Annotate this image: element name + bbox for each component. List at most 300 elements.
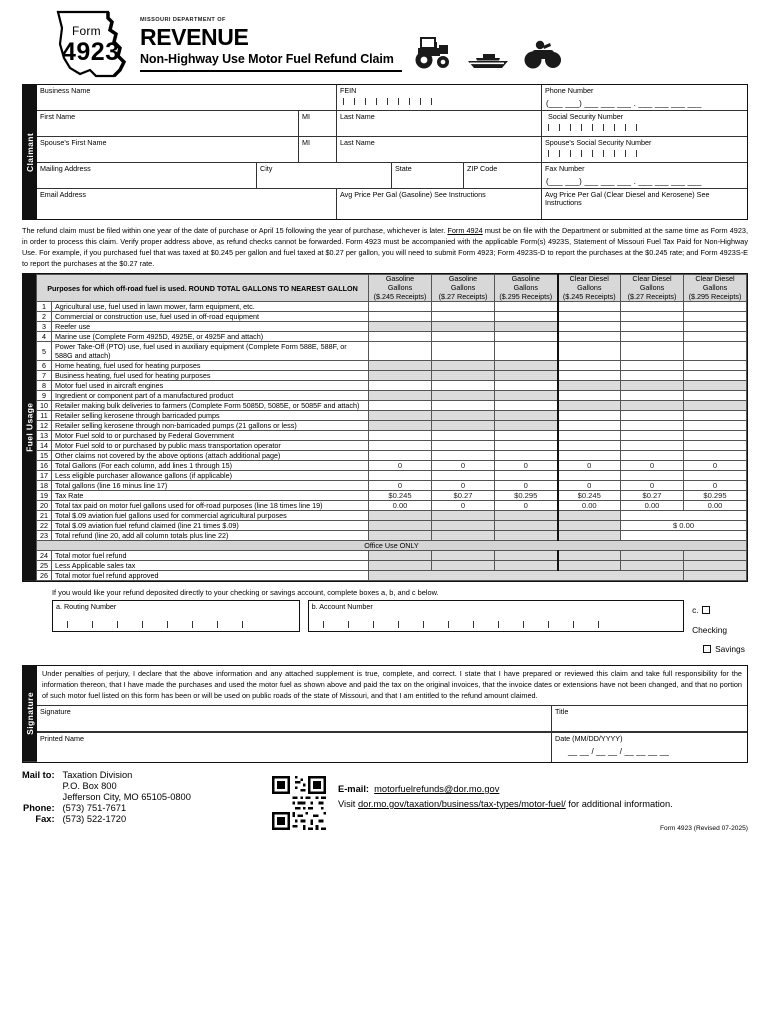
fein-input[interactable]: [337, 98, 541, 105]
row-13-cell-6[interactable]: [684, 431, 747, 441]
signature-section-label: Signature: [23, 666, 37, 762]
row-22-number: 22: [37, 521, 52, 531]
header-icons: [412, 36, 562, 70]
row-number: 2: [37, 312, 52, 322]
c-label: c.: [692, 605, 699, 616]
row-26-description: Total motor fuel refund approved: [52, 571, 369, 581]
mail-line-3: Jefferson City, MO 65105-0800: [62, 792, 191, 803]
column-header-gasoline-245: Gasoline Gallons ($.245 Receipts): [369, 275, 432, 302]
row-7-cell-1: [369, 371, 432, 381]
form-subtitle: Non-Highway Use Motor Fuel Refund Claim: [140, 52, 394, 66]
row-7-cell-6[interactable]: [684, 371, 747, 381]
row-21-number: 21: [37, 511, 52, 521]
routing-number-box[interactable]: [52, 600, 300, 632]
fuel-totals-section: [37, 511, 747, 581]
claimant-section: [22, 84, 748, 220]
row-10-cell-3[interactable]: [495, 401, 558, 411]
printed-name-label: Printed Name: [40, 733, 84, 743]
fuel-usage-table: [36, 274, 747, 581]
row-11-cell-3: [495, 411, 558, 421]
row-25-cell-4: [558, 561, 621, 571]
tractor-icon: [412, 36, 452, 70]
account-type-options: [692, 600, 748, 659]
phone-value: (573) 751-7671: [62, 803, 127, 814]
row-number: 7: [37, 371, 52, 381]
row-3-cell-1: [369, 322, 432, 332]
website-link[interactable]: dor.mo.gov/taxation/business/tax-types/motor-fuel/: [357, 798, 566, 809]
row-23-cell-1: [369, 531, 432, 541]
office-use-label: Office Use ONLY: [37, 541, 747, 551]
department-name: MISSOURI DEPARTMENT OF: [140, 17, 226, 23]
row-15-cell-3[interactable]: [495, 451, 558, 461]
row-5-cell-4[interactable]: [558, 342, 621, 361]
row-16-cell-4[interactable]: 0: [558, 461, 621, 471]
row-1-cell-2[interactable]: [432, 302, 495, 312]
row-21-cell-1: [369, 511, 432, 521]
row-description: Motor Fuel sold to or purchased by public mass transportation operator: [52, 441, 369, 451]
row-1-cell-4[interactable]: [558, 302, 621, 312]
state-label: State: [395, 163, 412, 173]
instructions-paragraph: [22, 225, 748, 269]
spouse-last-name-label: Last Name: [340, 137, 375, 147]
row-2-cell-4[interactable]: [558, 312, 621, 322]
column-header-diesel-245: Clear Diesel Gallons ($.245 Receipts): [558, 275, 621, 302]
row-3-cell-4[interactable]: [558, 322, 621, 332]
row-20-cell-5[interactable]: 0.00: [621, 501, 684, 511]
row-11-cell-4[interactable]: [558, 411, 621, 421]
row-20-cell-6[interactable]: 0.00: [684, 501, 747, 511]
column-header-gasoline-27: Gasoline Gallons ($.27 Receipts): [432, 275, 495, 302]
row-24-cell-1: [369, 551, 432, 561]
row-15-cell-6[interactable]: [684, 451, 747, 461]
row-5-cell-5[interactable]: [621, 342, 684, 361]
table-row: [37, 441, 747, 451]
row-17-cell-6[interactable]: [684, 471, 747, 481]
row-19-cell-5[interactable]: $0.27: [621, 491, 684, 501]
row-13-cell-2[interactable]: [432, 431, 495, 441]
row-7-cell-5[interactable]: [621, 371, 684, 381]
row-description: Power Take-Off (PTO) use, fuel used in auxiliary equipment (Complete Form 588E, 588F, or 588G and attach): [52, 342, 369, 361]
row-25-cell-1: [369, 561, 432, 571]
row-number: 20: [37, 501, 52, 511]
table-row: [37, 461, 747, 471]
row-8-cell-6: [684, 381, 747, 391]
checking-checkbox[interactable]: [702, 606, 710, 614]
row-13-cell-1[interactable]: [369, 431, 432, 441]
row-3-cell-5[interactable]: [621, 322, 684, 332]
row-15-cell-2[interactable]: [432, 451, 495, 461]
table-row-26: [37, 571, 747, 581]
routing-number-label: a. Routing Number: [56, 601, 117, 611]
row-4-cell-2[interactable]: [432, 332, 495, 342]
row-10-cell-1[interactable]: [369, 401, 432, 411]
row-26-cell-6: [684, 571, 747, 581]
row-2-cell-1[interactable]: [369, 312, 432, 322]
row-23-cell-4: [558, 531, 621, 541]
row-number: 13: [37, 431, 52, 441]
row-8-cell-2[interactable]: [432, 381, 495, 391]
table-row: [37, 391, 747, 401]
intro-part-1: The refund claim must be filed within one year of the date of purchase or April 15 following the year of purchase, whichever is later.: [22, 226, 448, 235]
row-21-cell-2: [432, 511, 495, 521]
row-18-cell-4[interactable]: 0: [558, 481, 621, 491]
row-24-cell-6: [684, 551, 747, 561]
row-21-value[interactable]: [621, 511, 747, 521]
row-number: 8: [37, 381, 52, 391]
zip-code-label: ZIP Code: [467, 163, 498, 173]
table-row-25: [37, 561, 747, 571]
avg-price-gasoline-label: Avg Price Per Gal (Gasoline) See Instructions: [340, 189, 486, 199]
mail-line-2: P.O. Box 800: [62, 781, 117, 792]
row-7-cell-2: [432, 371, 495, 381]
table-row-23: [37, 531, 747, 541]
row-25-cell-6: [684, 561, 747, 571]
form-header: [22, 0, 748, 84]
row-number: 1: [37, 302, 52, 312]
row-25-cell-3: [495, 561, 558, 571]
table-row-24: [37, 551, 747, 561]
atv-icon: [524, 40, 562, 70]
account-number-box[interactable]: [308, 600, 684, 632]
date-label: Date (MM/DD/YYYY): [555, 733, 623, 743]
fax-value: (573) 522-1720: [62, 814, 127, 825]
row-25-cell-5: [621, 561, 684, 571]
boat-icon: [466, 48, 510, 70]
row-22-value[interactable]: $ 0.00: [621, 521, 747, 531]
table-row: [37, 421, 747, 431]
row-10-cell-4: [558, 401, 621, 411]
row-number: 5: [37, 342, 52, 361]
row-10-cell-5: [621, 401, 684, 411]
row-5-cell-2[interactable]: [432, 342, 495, 361]
row-2-cell-6[interactable]: [684, 312, 747, 322]
row-19-cell-2[interactable]: $0.27: [432, 491, 495, 501]
row-21-description: Total $.09 aviation fuel gallons used for commercial agricultural purposes: [52, 511, 369, 521]
row-number: 15: [37, 451, 52, 461]
row-12-cell-3: [495, 421, 558, 431]
visit-suffix: for additional information.: [565, 798, 673, 809]
spouse-mi-label: MI: [302, 137, 310, 147]
phone-number-input[interactable]: (___ ___) ___ ___ ___ . ___ ___ ___ ___: [546, 98, 702, 108]
row-2-cell-3[interactable]: [495, 312, 558, 322]
row-5-cell-3[interactable]: [495, 342, 558, 361]
row-1-cell-6[interactable]: [684, 302, 747, 312]
savings-checkbox[interactable]: [703, 645, 711, 653]
row-14-cell-3[interactable]: [495, 441, 558, 451]
row-5-cell-6[interactable]: [684, 342, 747, 361]
business-name-label: Business Name: [40, 85, 91, 95]
row-17-cell-3[interactable]: [495, 471, 558, 481]
savings-option[interactable]: [692, 640, 748, 659]
row-12-cell-4[interactable]: [558, 421, 621, 431]
row-21-cell-4: [558, 511, 621, 521]
row-11-cell-5[interactable]: [621, 411, 684, 421]
row-description: Commercial or construction use, fuel used in off-road equipment: [52, 312, 369, 322]
fuel-usage-section-label: Fuel Usage: [23, 274, 36, 581]
form-word-label: Form: [72, 24, 101, 38]
row-15-cell-5[interactable]: [621, 451, 684, 461]
row-26-number: 26: [37, 571, 52, 581]
fax-number-input[interactable]: (___ ___) ___ ___ ___ . ___ ___ ___ ___: [546, 176, 702, 186]
savings-label: Savings: [715, 643, 745, 654]
row-number: 11: [37, 411, 52, 421]
row-4-cell-6[interactable]: [684, 332, 747, 342]
mailing-info: [22, 770, 272, 834]
row-6-cell-5[interactable]: [621, 361, 684, 371]
row-12-cell-1: [369, 421, 432, 431]
row-13-cell-4[interactable]: [558, 431, 621, 441]
fuel-usage-section: [22, 273, 748, 582]
row-11-cell-6[interactable]: [684, 411, 747, 421]
column-header-gasoline-295: Gasoline Gallons ($.295 Receipts): [495, 275, 558, 302]
row-number: 18: [37, 481, 52, 491]
row-19-cell-6[interactable]: $0.295: [684, 491, 747, 501]
row-12-cell-5[interactable]: [621, 421, 684, 431]
table-row: [37, 371, 747, 381]
row-9-cell-6[interactable]: [684, 391, 747, 401]
row-24-cell-3: [495, 551, 558, 561]
intro-part-2: must be on file with the Department or submitted at the same time as Form 4923, in order to process this claim. Verify proper address above, as refund checks cannot be forwarded. Form 4923 must be accompanied with the applicable Form(s) 4923S, Statement of Missouri Fuel Tax Paid for Non-Highway Use. For example, if you purchased fuel that was taxed at $0.245 per gallon and fuel taxed at $0.27 per gallon, you will need to submit Form 4923; Form 4923S-D to report the purchases at the $0.245 rate; and Form 4923S-E to report the purchases at the $0.27 rate.: [22, 226, 749, 269]
table-row: [37, 411, 747, 421]
phone-label: Phone:: [23, 803, 55, 814]
row-23-value[interactable]: [621, 531, 747, 541]
mail-to-label: Mail to:: [22, 770, 55, 781]
row-23-cell-3: [495, 531, 558, 541]
row-description: Retailer selling kerosene through barricaded pumps: [52, 411, 369, 421]
table-row: [37, 471, 747, 481]
row-description: Business heating, fuel used for heating purposes: [52, 371, 369, 381]
row-4-cell-4[interactable]: [558, 332, 621, 342]
row-14-cell-2[interactable]: [432, 441, 495, 451]
row-description: Ingredient or component part of a manufactured product: [52, 391, 369, 401]
row-5-cell-1[interactable]: [369, 342, 432, 361]
direct-deposit-note: If you would like your refund deposited directly to your checking or savings account, complete boxes a, b, and c below.: [52, 588, 439, 598]
row-10-cell-6: [684, 401, 747, 411]
table-row: [37, 381, 747, 391]
routing-number-input[interactable]: [53, 621, 299, 628]
row-description: Motor fuel used in aircraft engines: [52, 381, 369, 391]
row-4-cell-3[interactable]: [495, 332, 558, 342]
row-8-cell-1[interactable]: [369, 381, 432, 391]
table-row: [37, 361, 747, 371]
table-row: [37, 302, 747, 312]
row-description: Total tax paid on motor fuel gallons used for off-road purposes (line 18 times line 19): [52, 501, 369, 511]
row-25-number: 25: [37, 561, 52, 571]
row-13-cell-5[interactable]: [621, 431, 684, 441]
qr-code[interactable]: [272, 776, 326, 830]
table-row: [37, 322, 747, 332]
row-15-cell-4[interactable]: [558, 451, 621, 461]
fax-number-label: Fax Number: [545, 163, 585, 173]
row-3-cell-2: [432, 322, 495, 332]
table-header-row: [37, 275, 747, 302]
table-row: [37, 451, 747, 461]
column-header-diesel-27: Clear Diesel Gallons ($.27 Receipts): [621, 275, 684, 302]
row-25-description: Less Applicable sales tax: [52, 561, 369, 571]
row-description: Marine use (Complete Form 4925D, 4925E, or 4925F and attach): [52, 332, 369, 342]
table-row: [37, 401, 747, 411]
signature-section: [22, 665, 748, 763]
header-rule: [140, 70, 402, 72]
form-number: 4923: [62, 38, 120, 66]
row-description: Agricultural use, fuel used in lawn mower, farm equipment, etc.: [52, 302, 369, 312]
row-22-cell-3: [495, 521, 558, 531]
row-12-cell-6[interactable]: [684, 421, 747, 431]
row-23-number: 23: [37, 531, 52, 541]
email-label: E-mail:: [338, 784, 369, 795]
row-2-cell-5[interactable]: [621, 312, 684, 322]
row-22-description: Total $.09 aviation fuel refund claimed (line 21 times $.09): [52, 521, 369, 531]
row-13-cell-3[interactable]: [495, 431, 558, 441]
row-number: 10: [37, 401, 52, 411]
last-name-label: Last Name: [340, 111, 375, 121]
revenue-logo-text: REVENUE: [140, 24, 249, 50]
row-24-description: Total motor fuel refund: [52, 551, 369, 561]
row-22-cell-1: [369, 521, 432, 531]
row-23-cell-2: [432, 531, 495, 541]
row-1-cell-1[interactable]: [369, 302, 432, 312]
fax-label: Fax:: [35, 814, 55, 825]
row-description: Other claims not covered by the above options (attach additional page): [52, 451, 369, 461]
checking-option[interactable]: [692, 601, 748, 640]
row-16-cell-2[interactable]: 0: [432, 461, 495, 471]
row-4-cell-1[interactable]: [369, 332, 432, 342]
spouse-first-name-label: Spouse's First Name: [40, 137, 107, 147]
row-24-cell-2: [432, 551, 495, 561]
perjury-statement: Under penalties of perjury, I declare that the above information and any attached supplement is true, complete, and correct. I state that I have prepared or reviewed this claim and take full responsibility for the information thereon, that I have made the purchases and used the motor fuel as shown above and paid the tax on the original invoices, that the invoice dates or extensions have not been changed, and that no portion of such motor fuel listed on this form has been or will be used on public roads of the state of Missouri, and that I am entitled to the refund amount claimed.: [37, 666, 747, 706]
row-14-cell-1[interactable]: [369, 441, 432, 451]
row-17-cell-2[interactable]: [432, 471, 495, 481]
row-16-cell-3[interactable]: 0: [495, 461, 558, 471]
email-row: [338, 782, 748, 797]
row-18-cell-6[interactable]: 0: [684, 481, 747, 491]
row-17-cell-1[interactable]: [369, 471, 432, 481]
row-20-cell-3[interactable]: 0: [495, 501, 558, 511]
purposes-header: Purposes for which off-road fuel is used. ROUND TOTAL GALLONS TO NEAREST GALLON: [37, 275, 369, 302]
row-24-cell-4: [558, 551, 621, 561]
signature-label: Signature: [40, 706, 71, 716]
row-23-description: Total refund (line 20, add all column totals plus line 22): [52, 531, 369, 541]
table-row: [37, 342, 747, 361]
row-18-cell-3[interactable]: 0: [495, 481, 558, 491]
row-19-cell-4[interactable]: $0.245: [558, 491, 621, 501]
row-number: 6: [37, 361, 52, 371]
row-description: Reefer use: [52, 322, 369, 332]
row-9-cell-5[interactable]: [621, 391, 684, 401]
spouse-ssn-input[interactable]: [542, 150, 747, 157]
row-18-cell-5[interactable]: 0: [621, 481, 684, 491]
table-row: [37, 312, 747, 322]
visit-prefix: Visit: [338, 798, 358, 809]
row-6-cell-4[interactable]: [558, 361, 621, 371]
row-1-cell-3[interactable]: [495, 302, 558, 312]
row-16-cell-6[interactable]: 0: [684, 461, 747, 471]
row-22-cell-4: [558, 521, 621, 531]
row-description: Motor Fuel sold to or purchased by Federal Government: [52, 431, 369, 441]
row-11-cell-1: [369, 411, 432, 421]
row-6-cell-1: [369, 361, 432, 371]
mi-label: MI: [302, 111, 310, 121]
city-label: City: [260, 163, 273, 173]
table-row-21: [37, 511, 747, 521]
row-3-cell-6[interactable]: [684, 322, 747, 332]
row-6-cell-6[interactable]: [684, 361, 747, 371]
row-number: 4: [37, 332, 52, 342]
row-description: Tax Rate: [52, 491, 369, 501]
row-6-cell-2: [432, 361, 495, 371]
fein-label: FEIN: [340, 85, 357, 95]
row-14-cell-5[interactable]: [621, 441, 684, 451]
row-14-cell-4[interactable]: [558, 441, 621, 451]
visit-row: [338, 797, 748, 812]
column-header-diesel-295: Clear Diesel Gallons ($.295 Receipts): [684, 275, 747, 302]
mailing-address-label: Mailing Address: [40, 163, 91, 173]
ssn-input[interactable]: [542, 124, 747, 131]
row-2-cell-2[interactable]: [432, 312, 495, 322]
row-description: Total Gallons (For each column, add lines 1 through 15): [52, 461, 369, 471]
row-10-cell-2[interactable]: [432, 401, 495, 411]
row-16-cell-1[interactable]: 0: [369, 461, 432, 471]
row-18-cell-2[interactable]: 0: [432, 481, 495, 491]
row-17-cell-4[interactable]: [558, 471, 621, 481]
row-number: 14: [37, 441, 52, 451]
row-20-cell-1[interactable]: 0.00: [369, 501, 432, 511]
row-1-cell-5[interactable]: [621, 302, 684, 312]
row-7-cell-4[interactable]: [558, 371, 621, 381]
row-20-cell-4[interactable]: 0.00: [558, 501, 621, 511]
form-4924-link[interactable]: Form 4924: [447, 226, 483, 235]
date-input[interactable]: __ __ / __ __ / __ __ __ __: [568, 746, 670, 756]
row-16-cell-5[interactable]: 0: [621, 461, 684, 471]
row-7-cell-3: [495, 371, 558, 381]
row-21-cell-3: [495, 511, 558, 521]
row-description: Retailer selling kerosene through non-barricaded pumps (21 gallons or less): [52, 421, 369, 431]
row-17-cell-5[interactable]: [621, 471, 684, 481]
account-number-input[interactable]: [309, 621, 683, 628]
row-25-cell-2: [432, 561, 495, 571]
table-row: [37, 491, 747, 501]
row-24-number: 24: [37, 551, 52, 561]
email-address-label: Email Address: [40, 189, 86, 199]
row-4-cell-5[interactable]: [621, 332, 684, 342]
row-24-cell-5: [621, 551, 684, 561]
table-row: [37, 332, 747, 342]
table-row: [37, 501, 747, 511]
table-row-22: [37, 521, 747, 531]
avg-price-diesel-label: Avg Price Per Gal (Clear Diesel and Kerosene) See Instructions: [545, 189, 710, 207]
row-18-cell-1[interactable]: 0: [369, 481, 432, 491]
phone-number-label: Phone Number: [545, 85, 594, 95]
row-14-cell-6[interactable]: [684, 441, 747, 451]
direct-deposit-row: [52, 600, 748, 659]
row-8-cell-5: [621, 381, 684, 391]
spouse-ssn-label: Spouse's Social Security Number: [545, 137, 652, 147]
row-number: 3: [37, 322, 52, 332]
row-9-cell-1: [369, 391, 432, 401]
row-8-cell-3[interactable]: [495, 381, 558, 391]
row-6-cell-3: [495, 361, 558, 371]
row-description: Home heating, fuel used for heating purposes: [52, 361, 369, 371]
email-link[interactable]: motorfuelrefunds@dor.mo.gov: [374, 784, 500, 795]
row-19-cell-3[interactable]: $0.295: [495, 491, 558, 501]
row-3-cell-3: [495, 322, 558, 332]
row-8-cell-4: [558, 381, 621, 391]
row-9-cell-4[interactable]: [558, 391, 621, 401]
row-20-cell-2[interactable]: 0: [432, 501, 495, 511]
row-number: 9: [37, 391, 52, 401]
row-19-cell-1[interactable]: $0.245: [369, 491, 432, 501]
row-15-cell-1[interactable]: [369, 451, 432, 461]
